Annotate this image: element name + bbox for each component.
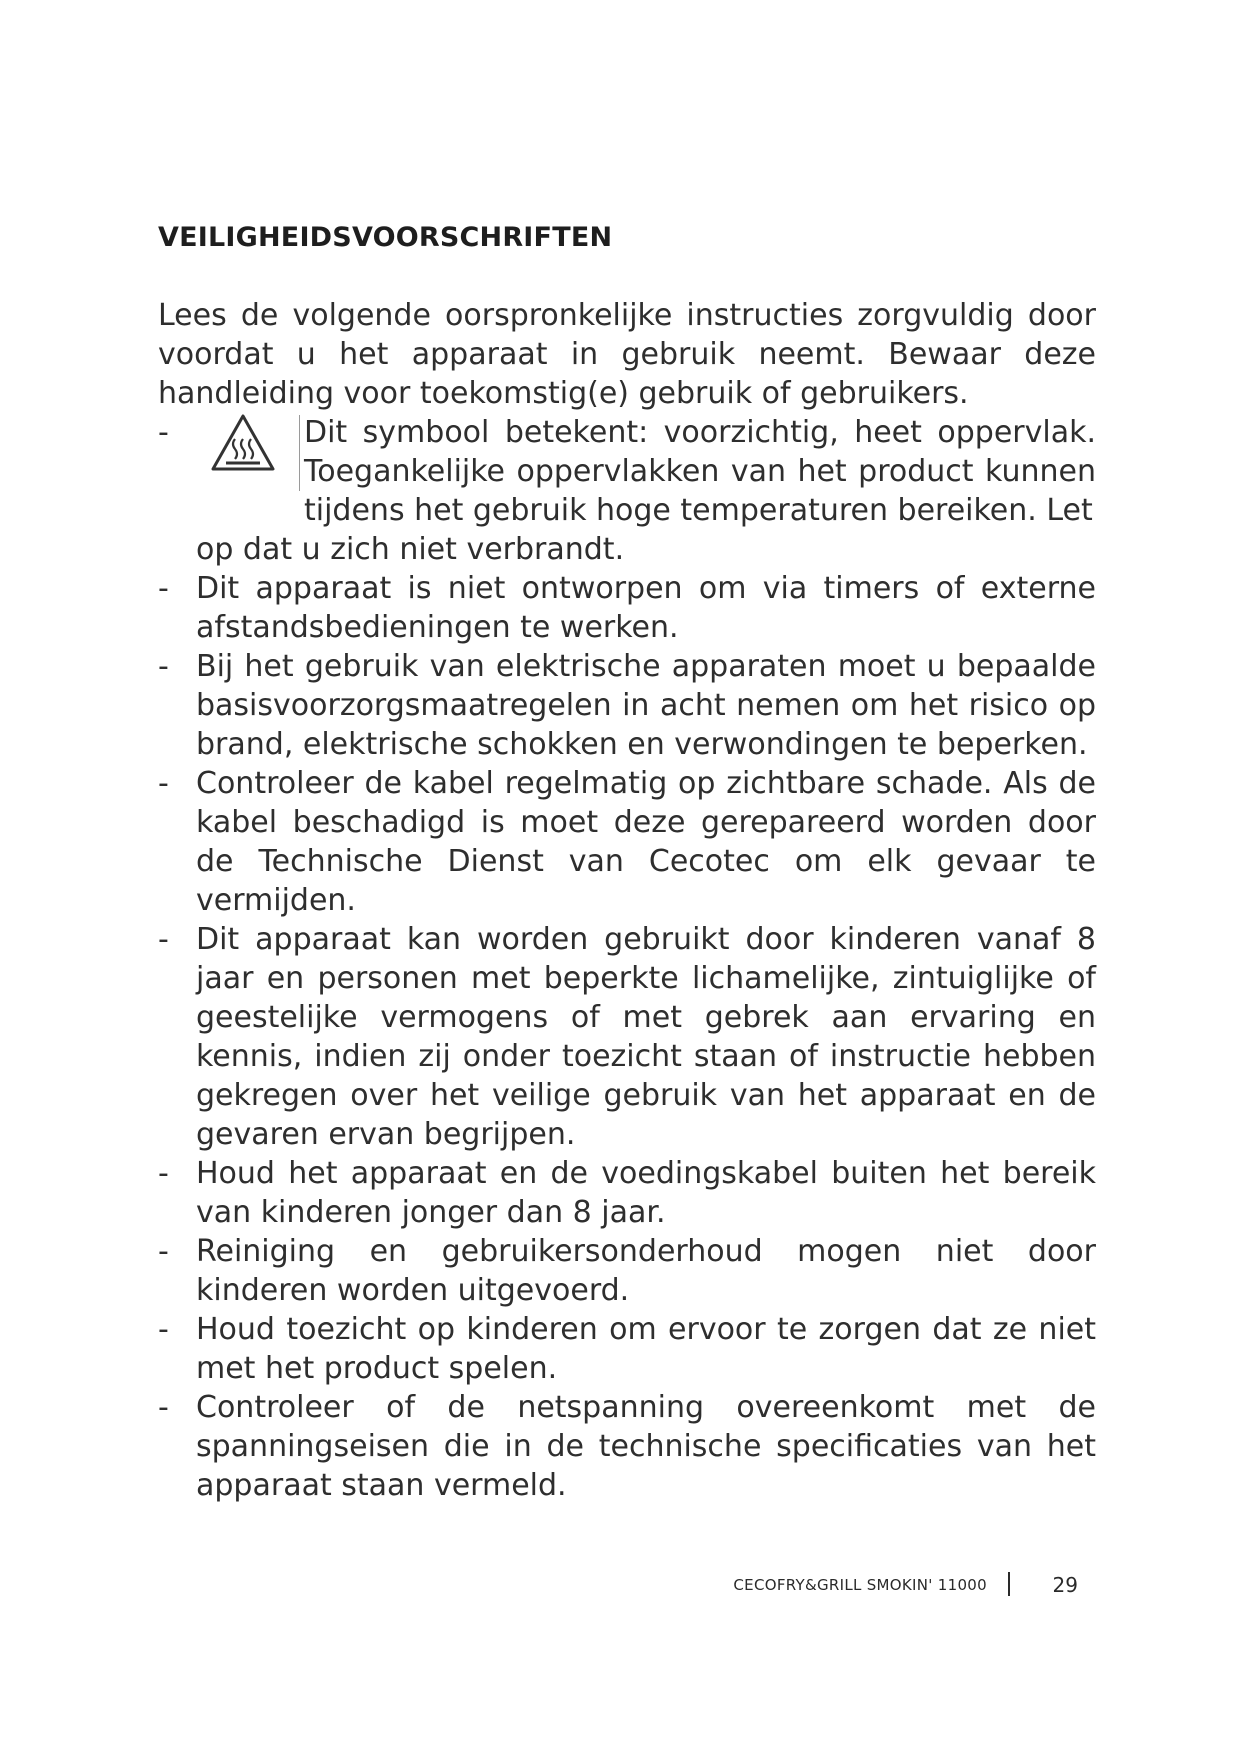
list-dash: -	[158, 1312, 169, 1347]
warning-text: Dit symbool betekent: voorzichtig, heet oppervlak. Toegankelijke oppervlakken van het product kunnen tijdens het gebruik hoge temperaturen bereiken. Let	[304, 415, 1096, 528]
list-dash: -	[158, 922, 169, 957]
list-item	[158, 1310, 1096, 1388]
list-item	[158, 1388, 1096, 1505]
list-item	[158, 569, 1096, 647]
warning-continuation: op dat u zich niet verbrandt.	[196, 532, 625, 567]
list-dash: -	[158, 1234, 169, 1269]
list-item	[158, 1232, 1096, 1310]
list-item	[158, 764, 1096, 920]
safety-list	[158, 569, 1096, 1505]
safety-content	[158, 296, 1096, 1505]
list-item-text: Bij het gebruik van elektrische apparaten moet u bepaalde basisvoorzorgsmaatregelen in acht nemen om het risico op brand, elektrische schokken en verwondingen te beperken.	[196, 649, 1096, 762]
product-name: CECOFRY&GRILL SMOKIN' 11000	[733, 1576, 987, 1594]
warning-item	[158, 413, 1096, 569]
warning-divider	[299, 415, 300, 491]
list-item-text: Dit apparaat is niet ontworpen om via timers of externe afstandsbedieningen te werken.	[196, 571, 1096, 645]
intro-paragraph: Lees de volgende oorspronkelijke instructies zorgvuldig door voordat u het apparaat in gebruik neemt. Bewaar deze handleiding voor toekomstig(e) gebruik of gebruikers.	[158, 298, 1096, 411]
list-dash: -	[158, 766, 169, 801]
list-item-text: Houd toezicht op kinderen om ervoor te zorgen dat ze niet met het product spelen.	[196, 1312, 1096, 1386]
list-item	[158, 920, 1096, 1154]
list-item-text: Controleer of de netspanning overeenkomt met de spanningseisen die in de technische specificaties van het apparaat staan vermeld.	[196, 1390, 1096, 1503]
list-item	[158, 1154, 1096, 1232]
hot-surface-warning-icon	[210, 413, 276, 473]
list-dash: -	[158, 415, 169, 450]
page-number: 29	[1052, 1573, 1078, 1597]
list-item	[158, 647, 1096, 764]
list-dash: -	[158, 649, 169, 684]
list-dash: -	[158, 571, 169, 606]
list-dash: -	[158, 1390, 169, 1425]
footer-separator	[1008, 1572, 1010, 1596]
page-footer	[700, 1572, 1090, 1602]
page-title: VEILIGHEIDSVOORSCHRIFTEN	[158, 222, 613, 253]
list-item-text: Houd het apparaat en de voedingskabel buiten het bereik van kinderen jonger dan 8 jaar.	[196, 1156, 1096, 1230]
list-item-text: Reiniging en gebruikersonderhoud mogen niet door kinderen worden uitgevoerd.	[196, 1234, 1096, 1308]
list-item-text: Controleer de kabel regelmatig op zichtbare schade. Als de kabel beschadigd is moet deze gerepareerd worden door de Technische Dienst van Cecotec om elk gevaar te vermijden.	[196, 766, 1096, 918]
list-dash: -	[158, 1156, 169, 1191]
list-item-text: Dit apparaat kan worden gebruikt door kinderen vanaf 8 jaar en personen met beperkte lichamelijke, zintuiglijke of geestelijke vermogens of met gebrek aan ervaring en kennis, indien zij onder toezicht staan of instructie hebben gekregen over het veilige gebruik van het apparaat en de gevaren ervan begrijpen.	[196, 922, 1096, 1152]
